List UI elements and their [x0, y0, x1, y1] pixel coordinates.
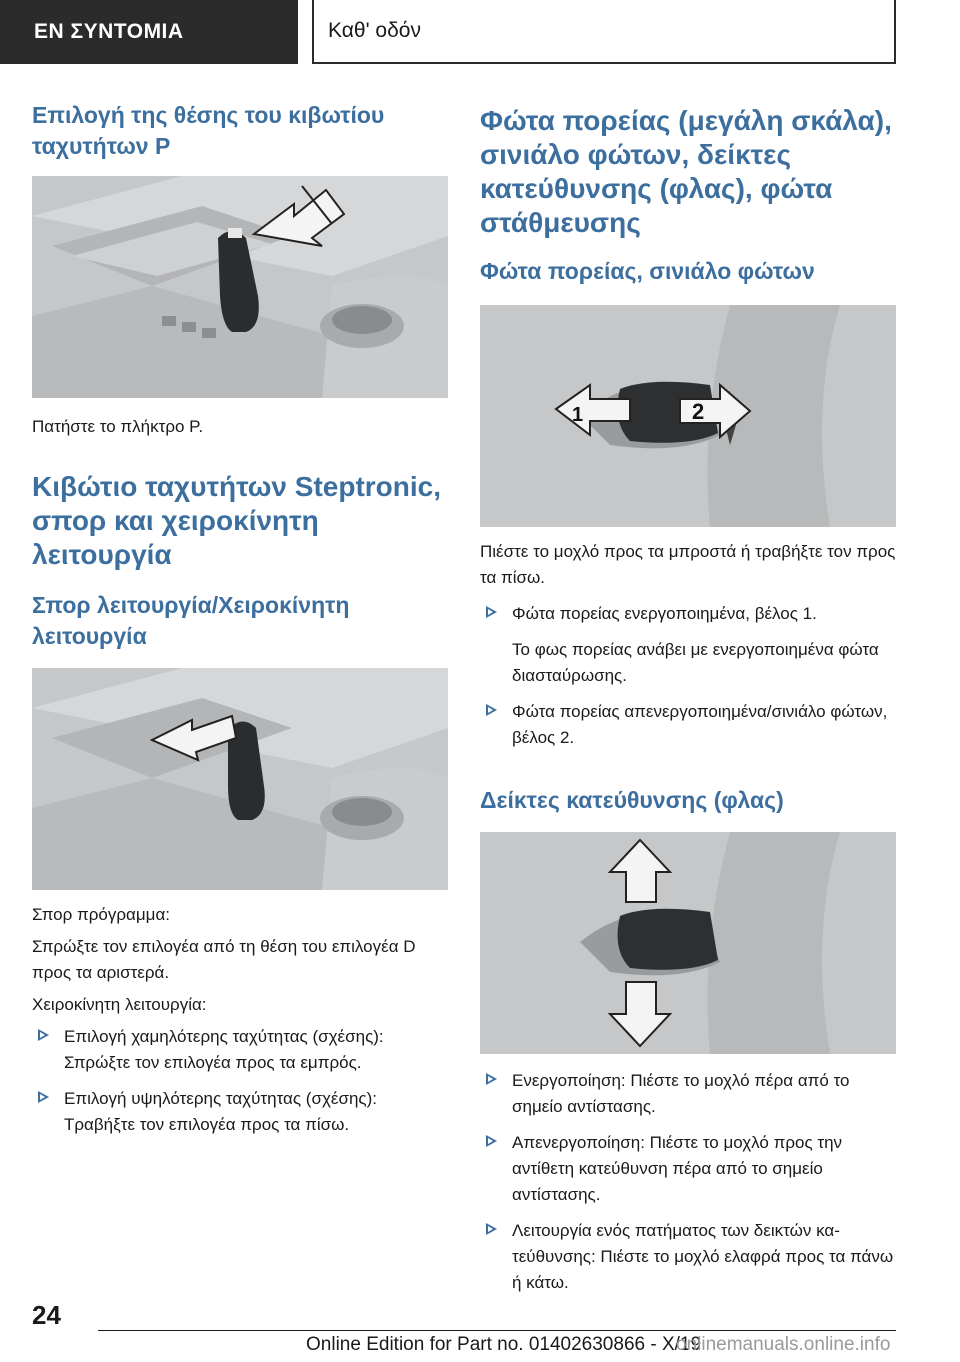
heading-steptronic: Κιβώτιο ταχυτήτων Steptronic, σπορ και χειροκίνητη λειτουργία: [32, 471, 442, 570]
footer-divider: [98, 1330, 896, 1331]
text-stalk-push-pull: Πιέστε το μοχλό προς τα μπροστά ή τραβήξτε τον προς τα πίσω.: [480, 542, 896, 587]
heading-turn-signals: Δείκτες κατεύθυνσης (φλας): [480, 787, 784, 813]
heading-sport-manual: Σπορ λειτουργία/Χειροκίνητη λειτουργία: [32, 592, 350, 649]
bullet-triangle-icon: [486, 1073, 497, 1085]
list-item: Φώτα πορείας ενεργοποιημένα, βέλος 1.: [480, 601, 896, 627]
high-beam-list: [480, 601, 896, 627]
text-manual-label: Χειροκίνητη λειτουργία:: [32, 995, 207, 1014]
turn-signal-list: [480, 1068, 896, 1296]
figure-turn-signal-stalk: [480, 832, 896, 1054]
bullet-triangle-icon: [38, 1029, 49, 1041]
manual-mode-list: [32, 1024, 448, 1138]
list-item: Λειτουργία ενός πατήματος των δεικτών κατεύθυνσης: Πιέστε το μοχλό ελαφρά προς τα πάνω ή κάτω.: [480, 1218, 896, 1296]
bullet-triangle-icon: [486, 606, 497, 618]
list-item: Απενεργοποίηση: Πιέστε το μοχλό προς την αντίθετη κατεύθυνση πέρα από το σημείο αντίστασης.: [480, 1130, 896, 1208]
right-column: [480, 100, 896, 1296]
list-item: Επιλογή υψηλότερης ταχύτητας (σχέσης): Τραβήξτε τον επιλογέα προς τα πίσω.: [32, 1086, 448, 1138]
page-number: 24: [32, 1300, 61, 1330]
list-item: Επιλογή χαμηλότερης ταχύτητας (σχέσης): Σπρώξτε τον επιλογέα προς τα εμπρός.: [32, 1024, 448, 1076]
footer-edition: Online Edition for Part no. 01402630866 - X/19: [306, 1334, 702, 1355]
bullet-triangle-icon: [486, 1135, 497, 1147]
heading-high-beam: Φώτα πορείας, σινιάλο φώτων: [480, 258, 815, 284]
figure-arrow-label-2: 2: [692, 399, 705, 424]
figure-high-beam-stalk: [480, 305, 896, 527]
text-press-p: Πατήστε το πλήκτρο P.: [32, 417, 204, 436]
list-item: Φώτα πορείας απενεργοποιημένα/σινιάλο φώτων, βέλος 2.: [480, 699, 896, 751]
figure-selector-sport: [32, 668, 448, 890]
heading-lights: Φώτα πορείας (μεγάλη σκάλα), σινιάλο φώτων, δείκτες κατεύθυνσης (φλας), φώτα στάθμευσης: [480, 105, 892, 238]
text-sport-desc: Σπρώξτε τον επιλογέα από τη θέση του επιλογέα D προς τα αριστερά.: [32, 937, 416, 982]
text-high-beam-note: Το φως πορείας ανάβει με ενεργοποιημένα φώτα διασταύρωσης.: [512, 640, 879, 685]
figure-arrow-label-1: 1: [572, 404, 584, 426]
bullet-triangle-icon: [486, 704, 497, 716]
figure-selector-p: [32, 176, 448, 398]
text-sport-label: Σπορ πρόγραμμα:: [32, 905, 171, 924]
bullet-triangle-icon: [486, 1223, 497, 1235]
heading-p-position: Επιλογή της θέσης του κιβωτίου ταχυτήτων P: [32, 102, 385, 159]
chapter-tab: Καθ' οδόν: [312, 0, 896, 64]
left-column: [32, 100, 448, 1138]
high-beam-list-2: [480, 699, 896, 751]
list-item: Ενεργοποίηση: Πιέστε το μοχλό πέρα από το σημείο αντίστασης.: [480, 1068, 896, 1120]
bullet-triangle-icon: [38, 1091, 49, 1103]
watermark: onlinemanuals.online.info: [676, 1334, 891, 1355]
page-header: [0, 0, 960, 66]
section-tab: ΕΝ ΣΥΝΤΟΜΙΑ: [0, 0, 298, 64]
